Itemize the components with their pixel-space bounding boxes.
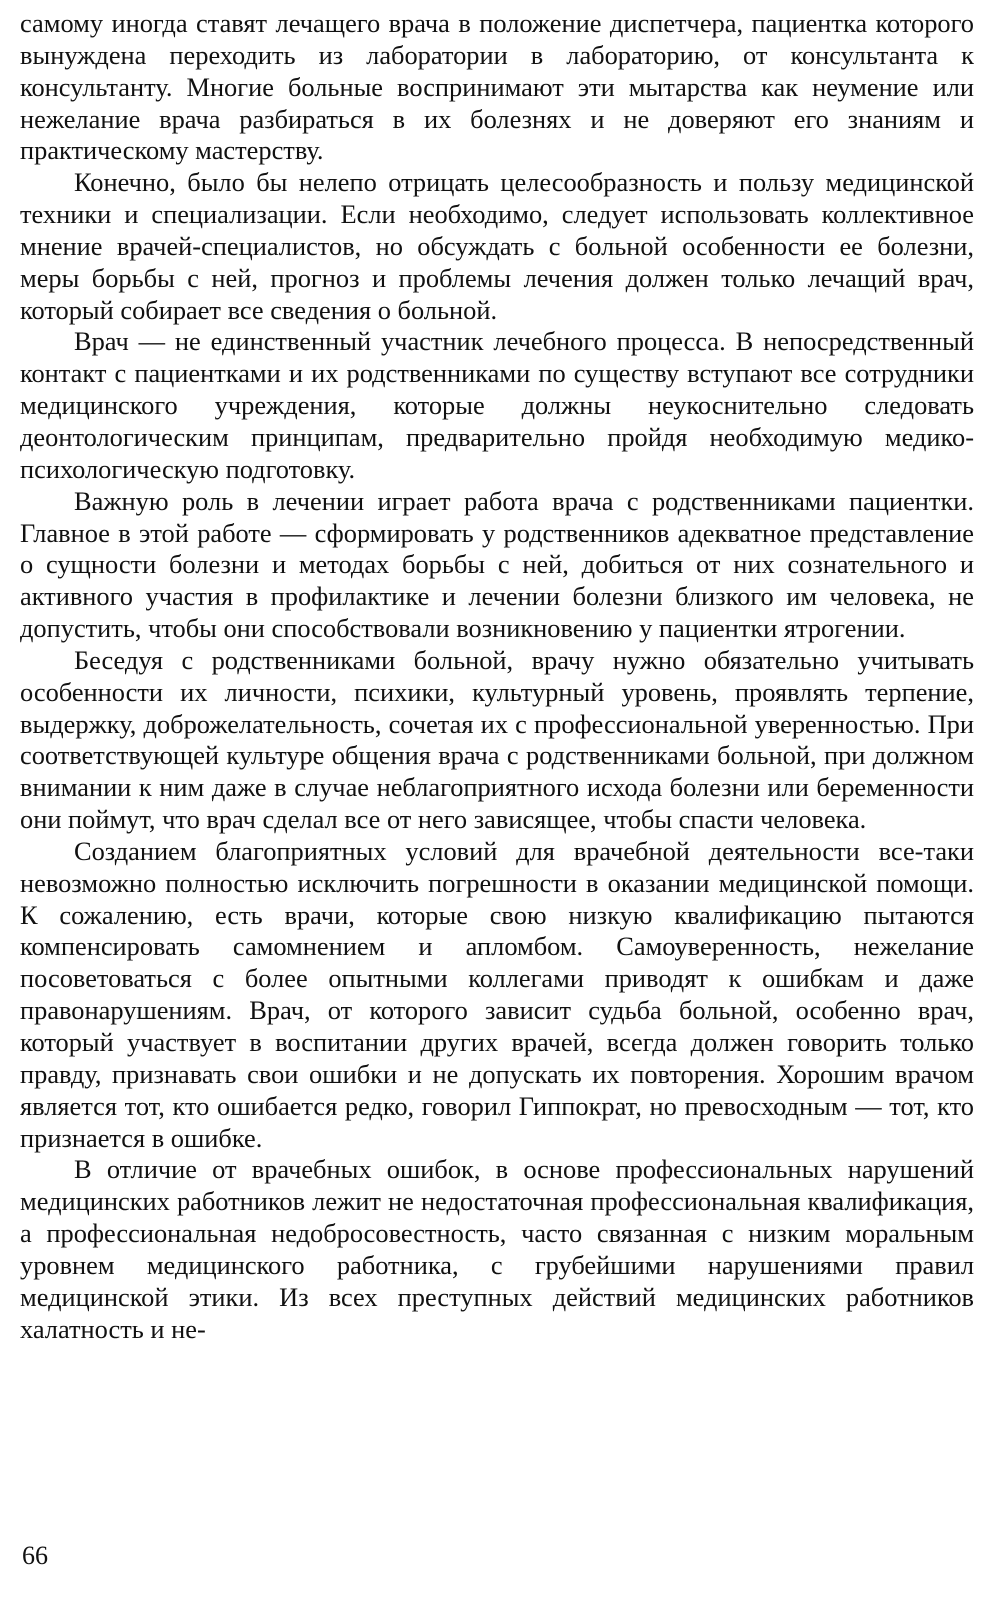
page-text [20, 8, 974, 1345]
paragraph-medical-technology: Конечно, было бы нелепо отрицать целесообразность и пользу медицинской техники и специализации. Если необходимо, следует использовать коллективное мнение врачей-специалистов, но обсуждать с больной особенности ее болезни, меры борьбы с ней, прогноз и проблемы лечения должен только лечащий врач, который собирает все сведения о больной. [20, 167, 974, 325]
paragraph-continuation: самому иногда ставят лечащего врача в положение диспетчера, пациентка которого вынуждена переходить из лаборатории в лабораторию, от консультанта к консультанту. Многие больные воспринимают эти мытарства как неумение или нежелание врача разбираться в их болезнях и не доверяют его знаниям и практическому мастерству. [20, 8, 974, 166]
page-number: 66 [22, 1541, 48, 1570]
paragraph-treatment-participants: Врач — не единственный участник лечебного процесса. В непосредственный контакт с пациентками и их родственниками по существу вступают все сотрудники медицинского учреждения, которые должны неукоснительно следовать деонтологическим принципам, предварительно пройдя необходимую медико-психологическую подготовку. [20, 326, 974, 484]
paragraph-conversation-with-relatives: Беседуя с родственниками больной, врачу нужно обязательно учитывать особенности их личности, психики, культурный уровень, проявлять терпение, выдержку, доброжелательность, сочетая их с профессиональной уверенностью. При соответствующей культуре общения врача с родственниками больной, при должном внимании к ним даже в случае неблагоприятного исхода болезни или беременности они поймут, что врач сделал все от него зависящее, чтобы спасти человека. [20, 644, 974, 835]
paragraph-medical-errors: Созданием благоприятных условий для врачебной деятельности все-таки невозможно полностью исключить погрешности в оказании медицинской помощи. К сожалению, есть врачи, которые свою низкую квалификацию пытаются компенсировать самомнением и апломбом. Самоуверенность, нежелание посоветоваться с более опытными коллегами приводят к ошибкам и даже правонарушениям. Врач, от которого зависит судьба больной, особенно врач, который участвует в воспитании других врачей, всегда должен говорить только правду, признавать свои ошибки и не допускать их повторения. Хорошим врачом является тот, кто ошибается редко, говорил Гиппократ, но превосходным — тот, кто признается в ошибке. [20, 835, 974, 1153]
paragraph-professional-violations: В отличие от врачебных ошибок, в основе профессиональных нарушений медицинских работников лежит не недостаточная профессиональная квалификация, а профессиональная недобросовестность, часто связанная с низким моральным уровнем медицинского работника, с грубейшими нарушениями правил медицинской этики. Из всех преступных действий медицинских работников халатность и не- [20, 1154, 974, 1344]
paragraph-work-with-relatives: Важную роль в лечении играет работа врача с родственниками пациентки. Главное в этой работе — сформировать у родственников адекватное представление о сущности болезни и методах борьбы с ней, добиться от них сознательного и активного участия в профилактике и лечении болезни близкого им человека, не допустить, чтобы они способствовали возникновению у пациентки ятрогении. [20, 485, 974, 644]
